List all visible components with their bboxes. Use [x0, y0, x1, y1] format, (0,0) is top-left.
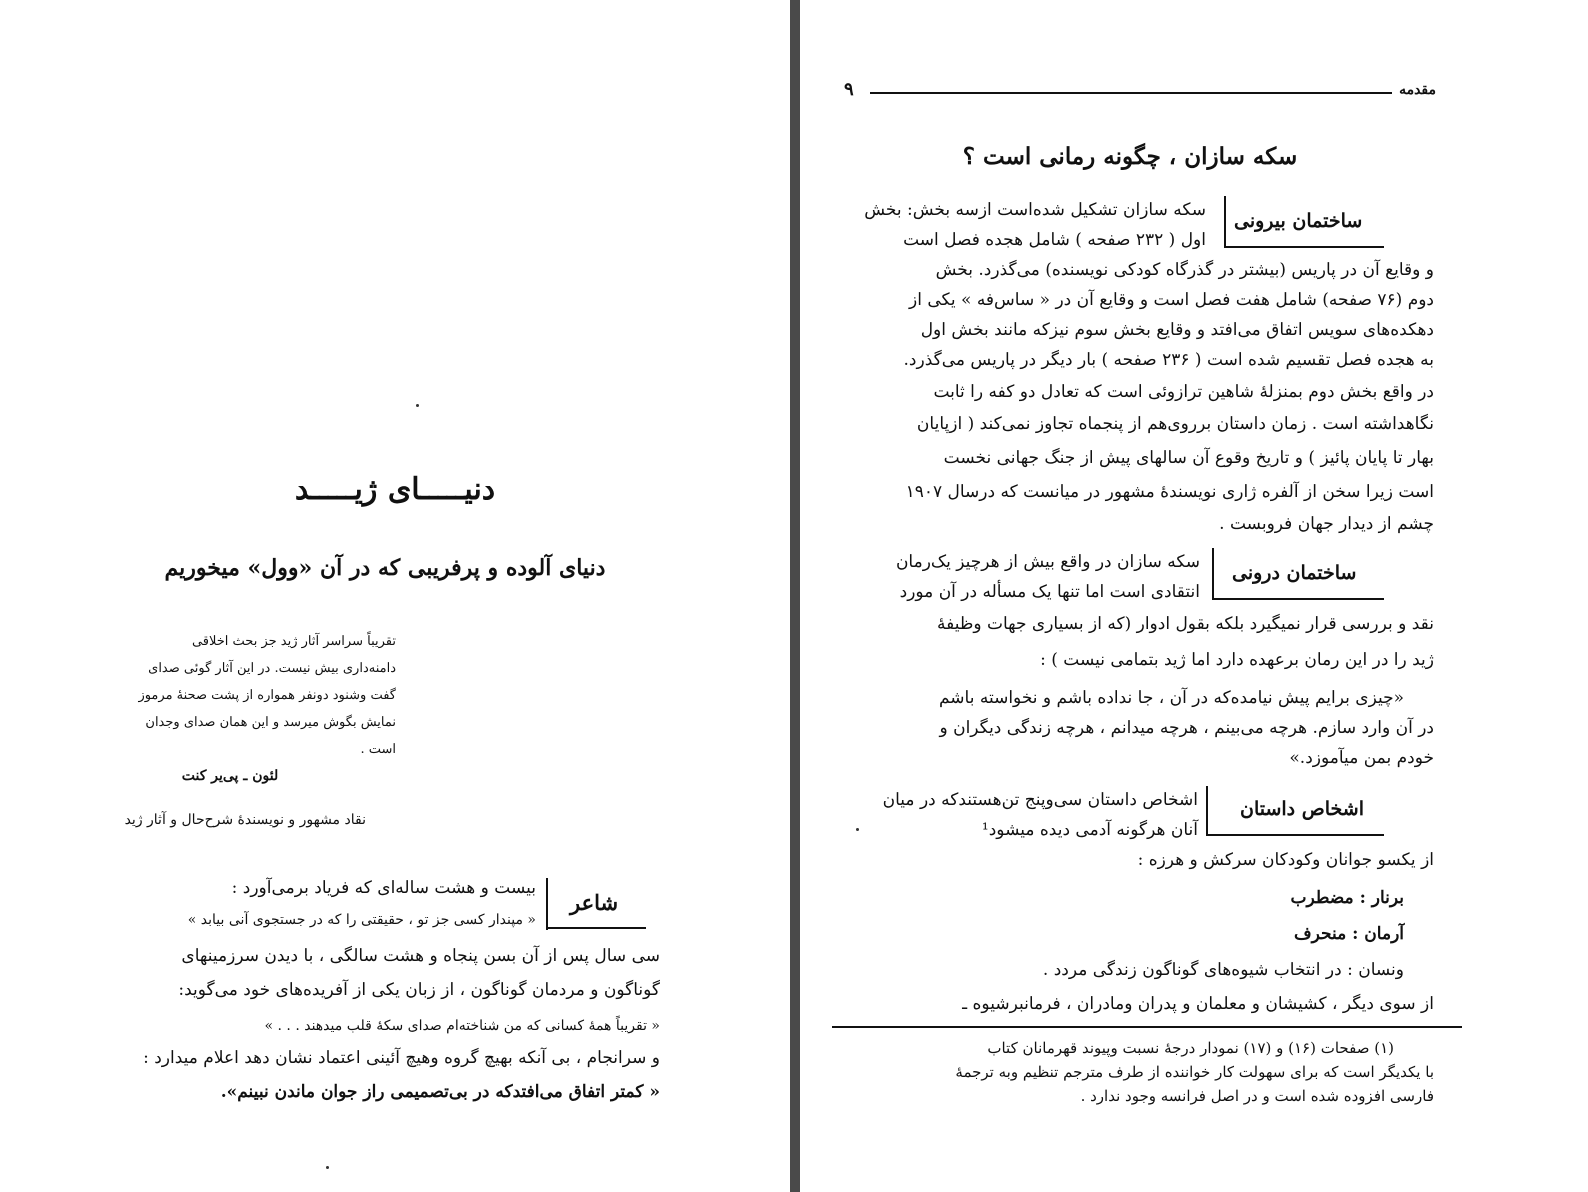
chapter-subtitle: دنیای آلوده و پرفریبی که در آن «وول» میخوریم [164, 555, 606, 581]
body-line: بیست و هشت ساله‌ای که فریاد برمی‌آورد : [231, 878, 536, 898]
header-rule [870, 92, 1392, 94]
body-line: بهار تا پایان پائیز ) و تاریخ وقوع آن سالهای پیش از جنگ جهانی نخست [943, 448, 1434, 468]
chapter-title: دنیـــــای ژیـــــد [294, 472, 496, 507]
page-number: ۹ [844, 79, 854, 100]
body-line: سی سال پس از آن بسن پنجاه و هشت سالگی ، با دیدن سرزمینهای [181, 946, 660, 966]
body-line: سکه سازان تشکیل شده‌است ازسه بخش: بخش [864, 200, 1206, 220]
body-line: برنار : مضطرب [1290, 888, 1404, 908]
body-line: و وقایع آن در پاریس (بیشتر در گذرگاه کودکی نویسنده) می‌گذرد. بخش [935, 260, 1434, 280]
speck [326, 1166, 329, 1169]
body-line: گوناگون و مردمان گوناگون ، از زبان یکی از آفریده‌های خود می‌گوید: [178, 980, 660, 1000]
body-line: در واقع بخش دوم بمنزلهٔ شاهین ترازوئی است که تعادل دو کفه را ثابت [933, 382, 1434, 402]
footnote-line: (۱) صفحات (۱۶) و (۱۷) نمودار درجهٔ نسبت وپیوند قهرمانان کتاب [987, 1039, 1394, 1057]
body-line: در آن وارد سازم. هرچه می‌بینم ، هرچه میدانم ، هرچه زندگی دیگران و [939, 718, 1434, 738]
section-head-characters: اشخاص داستان [1240, 798, 1364, 820]
right-page [800, 0, 1588, 1192]
body-line: از یکسو جوانان وکودکان سرکش و هرزه : [1137, 850, 1434, 870]
section-head-interior: ساختمان درونی [1232, 562, 1357, 584]
body-line: آنان هرگونه آدمی دیده میشود¹ [981, 820, 1198, 840]
body-line: خودم بمن میآموزد.» [1289, 748, 1434, 768]
left-page [0, 0, 790, 1192]
section-bracket [1206, 786, 1208, 836]
body-line: اول ( ۲۳۲ صفحه ) شامل هجده فصل است [903, 230, 1206, 250]
section-head-exterior: ساختمان بیرونی [1234, 210, 1363, 232]
speck [416, 404, 419, 407]
body-line: به هجده فصل تقسیم شده است ( ۲۳۶ صفحه ) بار دیگر در پاریس می‌گذرد. [903, 350, 1434, 370]
body-line: چشم از دیدار جهان فروبست . [1219, 514, 1434, 534]
body-line: نقد و بررسی قرار نمیگیرد بلکه بقول ادوار (که از بسیاری جهات وظیفهٔ [936, 614, 1434, 634]
chapter-title: سکه سازان ، چگونه رمانی است ؟ [962, 143, 1298, 170]
epigraph-line: نمایش بگوش میرسد و این همان صدای وجدان [145, 715, 396, 730]
body-line: است زیرا سخن از آلفره ژاری نویسندهٔ مشهور در میانست که درسال ۱۹۰۷ [905, 482, 1434, 502]
section-underline [1224, 246, 1384, 248]
running-head: مقدمه [1399, 82, 1436, 98]
footnote-line: فارسی افزوده شده است و در اصل فرانسه وجود ندارد . [1080, 1087, 1434, 1105]
footnote-line: با یکدیگر است که برای سهولت کار خواننده از طرف مترجم تنظیم وبه ترجمهٔ [955, 1063, 1434, 1081]
section-head-poet: شاعر [570, 890, 619, 915]
body-line: سکه سازان در واقع بیش از هرچیز یک‌رمان [895, 552, 1200, 572]
epigraph-author: لئون ـ پی‌یر کنت [181, 768, 279, 784]
section-bracket [1224, 196, 1226, 248]
footnote-rule [832, 1026, 1462, 1028]
body-line: و سرانجام ، بی آنکه بهیچ گروه وهیچ آئینی اعتماد نشان دهد اعلام میدارد : [143, 1048, 660, 1068]
body-line: « تقریباً همهٔ کسانی که من شناخته‌ام صدای سکهٔ قلب میدهند . . . » [264, 1018, 660, 1034]
epigraph-line: گفت وشنود دونفر همواره از پشت صحنهٔ مرموز [138, 688, 396, 703]
body-line: دهکده‌های سویس اتفاق می‌افتد و وقایع بخش سوم نیزکه مانند بخش اول [920, 320, 1434, 340]
section-bracket [1212, 548, 1214, 600]
section-underline [1212, 598, 1384, 600]
body-line: نگاهداشته است . زمان داستان برروی‌هم از پنجماه تجاوز نمی‌کند ( ازپایان [916, 414, 1434, 434]
speck [856, 828, 859, 831]
section-underline [1206, 834, 1384, 836]
body-line: انتقادی است اما تنها یک مسأله در آن مورد [899, 582, 1200, 602]
epigraph-line: دامنه‌داری بیش نیست. در این آثار گوئی صدای [148, 661, 396, 676]
body-line: ونسان : در انتخاب شیوه‌های گوناگون زندگی مردد . [1042, 960, 1404, 980]
epigraph-line: تقریباً سراسر آثار ژید جز بحث اخلاقی [191, 634, 396, 649]
body-line: ژید را در این رمان برعهده دارد اما ژید بتمامی نیست ) : [1040, 650, 1434, 670]
section-bracket [546, 878, 548, 930]
book-gutter [790, 0, 800, 1192]
body-line: « کمتر اتفاق می‌افتدکه در بی‌تصمیمی راز جوان ماندن نبینم». [220, 1082, 660, 1102]
epigraph [100, 628, 396, 763]
section-underline [546, 927, 646, 929]
body-line: اشخاص داستان سی‌وپنج تن‌هستندکه در میان [882, 790, 1198, 810]
body-line: «چیزی برایم پیش نیامده‌که در آن ، جا نداده باشم و نخواسته باشم [938, 688, 1404, 708]
epigraph-role: نقاد مشهور و نویسندهٔ شرح‌حال و آثار ژید [124, 812, 366, 828]
body-line: آرمان : منحرف [1293, 924, 1404, 944]
body-line: دوم (۷۶ صفحه) شامل هفت فصل است و وقایع آن در « ساس‌فه » یکی از [908, 290, 1434, 310]
epigraph-line: است . [360, 742, 396, 757]
body-line: « مپندار کسی جز تو ، حقیقتی را که در جستجوی آنی بیابد » [187, 912, 536, 928]
body-line: از سوی دیگر ، کشیشان و معلمان و پدران ومادران ، فرمانبرشیوه ـ [962, 994, 1434, 1014]
